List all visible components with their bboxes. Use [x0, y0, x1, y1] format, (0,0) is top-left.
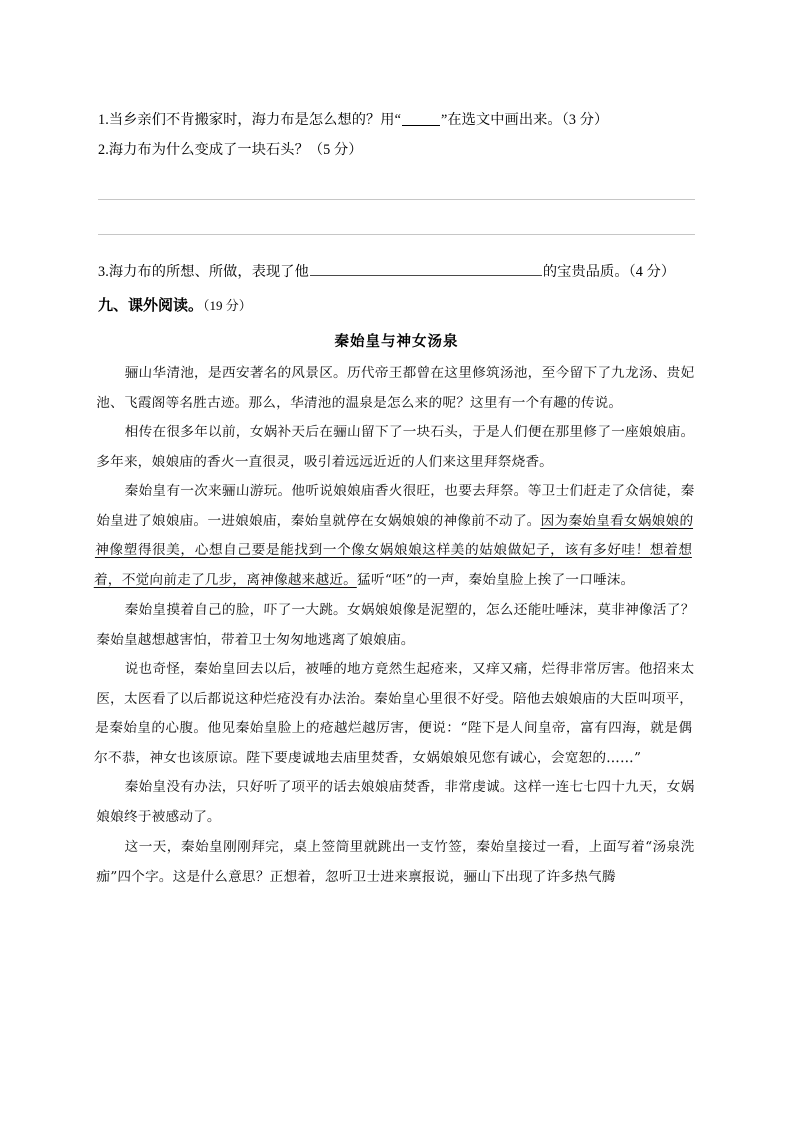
passage-paragraph-7: 这一天，秦始皇刚刚拜完，桌上签筒里就跳出一支竹签，秦始皇接过一看，上面写着“汤泉洗痂”四个字。这是什么意思？正想着，忽听卫士进来禀报说，骊山下出现了许多热气腾	[96, 838, 695, 885]
question-2	[98, 135, 695, 165]
question-1-text-after: ”在选文中画出来。（3 分）	[441, 112, 609, 128]
answer-space-top	[98, 165, 695, 199]
question-2-text: 海力布为什么变成了一块石头？（5 分）	[108, 142, 363, 158]
question-2-number: 2.	[98, 142, 109, 158]
paragraph-3-pre-text: 秦始皇有一次来骊山游玩。他听说娘娘庙香火很旺，也要去拜祭。等卫士们赶走了众信徒，秦始皇进了娘娘庙。一进娘娘庙，秦始皇就停在女娲娘娘的神像前不动了。	[96, 483, 695, 529]
passage-title: 秦始皇与神女汤泉	[334, 334, 459, 350]
paragraph-3-post-text: 猛听“呸”的一声，秦始皇脸上挨了一口唾沫。	[356, 572, 635, 589]
question-3-text-after: 的宝贵品质。（4 分）	[542, 264, 676, 280]
question-1-text-before: 当乡亲们不肯搬家时，海力布是怎么想的？用“	[108, 112, 401, 128]
passage-paragraph-1: 骊山华清池，是西安著名的风景区。历代帝王都曾在这里修筑汤池，至今留下了九龙汤、贵妃池、飞霞阁等名胜古迹。那么，华清池的温泉是怎么来的呢？这里有一个有趣的传说。	[96, 365, 695, 411]
passage-paragraph-2: 相传在很多年以前，女娲补天后在骊山留下了一块石头，于是人们便在那里修了一座娘娘庙。多年来，娘娘庙的香火一直很灵，吸引着远远近近的人们来这里拜祭烧香。	[96, 424, 695, 470]
passage-paragraph-4: 秦始皇摸着自己的脸，吓了一大跳。女娲娘娘像是泥塑的，怎么还能吐唾沫，莫非神像活了？秦始皇越想越害怕，带着卫士匆匆地逃离了娘娘庙。	[96, 601, 695, 648]
question-1	[98, 105, 695, 135]
question-3-number: 3.	[98, 264, 109, 280]
section-heading-score: （19 分）	[203, 298, 252, 313]
question-3-fill-blank[interactable]	[310, 259, 542, 276]
section-heading-label: 九、课外阅读。	[98, 298, 204, 314]
passage-paragraph-3	[93, 477, 695, 595]
answer-space-middle	[98, 200, 695, 234]
question-3-text-before: 海力布的所想、所做，表现了他	[108, 264, 309, 280]
passage-paragraph-5: 说也奇怪，秦始皇回去以后，被唾的地方竟然生起疮来，又痒又痛，烂得非常厉害。他招来太医，太医看了以后都说这种烂疮没有办法治。秦始皇心里很不好受。陪他去娘娘庙的大臣叫项平，是秦始皇的心腹。他见秦始皇脸上的疮越烂越厉害，便说：“陛下是人间皇帝，富有四海，就是偶尔不恭，神女也该原谅。陛下要虔诚地去庙里焚香，女娲娘娘见您有诚心，会宽恕的……”	[93, 660, 695, 766]
passage-paragraph-6: 秦始皇没有办法，只好听了项平的话去娘娘庙焚香，非常虔诚。这样一连七七四十九天，女娲娘娘终于被感动了。	[96, 779, 695, 825]
answer-space-bottom	[98, 235, 695, 257]
question-1-inline-blank	[402, 125, 440, 126]
section-heading	[98, 291, 695, 321]
reading-passage	[93, 327, 695, 892]
question-3	[98, 257, 695, 287]
paragraph-3-underlined-text: 因为秦始皇看女娲娘娘的神像塑得很美，心想自己要是能找到一个像女娲娘娘这样美的姑娘做妃子，该有多好哇！想着想着，不觉向前走了几步，离神像越来越近。	[93, 512, 694, 589]
question-1-number: 1.	[98, 112, 109, 128]
